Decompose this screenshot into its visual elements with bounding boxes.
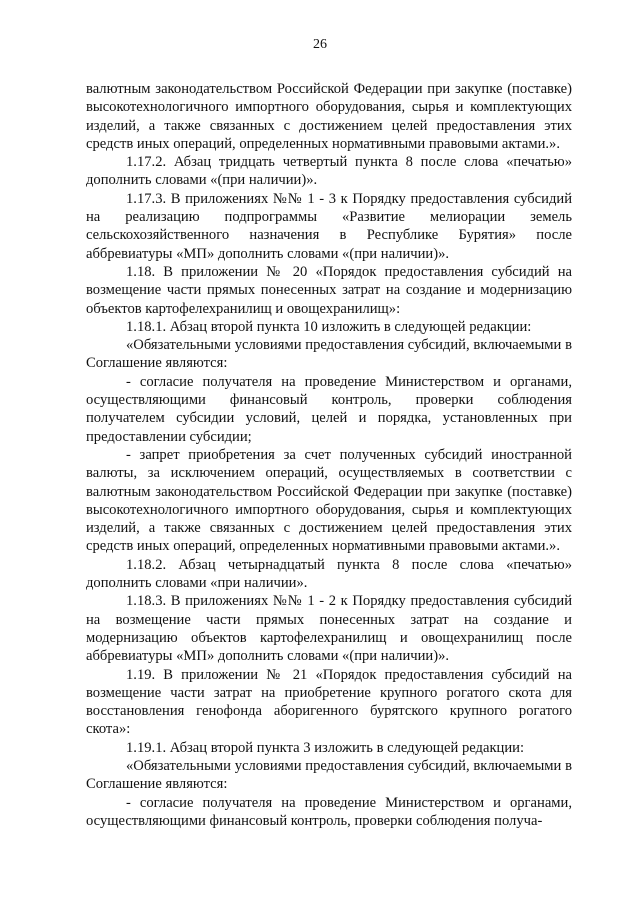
paragraph-1-18-3: 1.18.3. В приложениях №№ 1 - 2 к Порядку предоставления субсидий на возмещение части прямых понесенных затрат на создание и модернизацию объектов картофелехранилищ и овощехранилищ после аббревиатуры «МП» дополнить словами «(при наличии)». xyxy=(86,593,572,665)
paragraph-1-17-3: 1.17.3. В приложениях №№ 1 - 3 к Порядку предоставления субсидий на реализацию подпрограммы «Развитие мелиорации земель сельскохозяйственного назначения в Республике Бурятия» после аббревиатуры «МП» дополнить словами «(при наличии)». xyxy=(86,190,572,262)
paragraph-currency-ban: - запрет приобретения за счет полученных субсидий иностранной валюты, за исключением операций, осуществляемых в соответствии с валютным законодательством Российской Федерации при закупке (поставке) высокотехнологичного импортного оборудования, сырья и комплектующих изделий, а также связанных с достижением целей предоставления этих средств иных операций, определенных нормативными правовыми актами.». xyxy=(86,446,572,555)
paragraph-1-18-1: 1.18.1. Абзац второй пункта 10 изложить в следующей редакции: xyxy=(126,318,532,335)
paragraph-conditions-intro-2: «Обязательными условиями предоставления субсидий, включаемыми в Соглашение являются: xyxy=(86,757,572,793)
page-number: 26 xyxy=(313,37,327,52)
paragraph-currency-continuation: валютным законодательством Российской Федерации при закупке (поставке) высокотехнологичного импортного оборудования, сырья и комплектующих изделий, а также связанных с достижением целей предоставления этих средств иных операций, определенных нормативными правовыми актами.». xyxy=(86,81,572,152)
document-body xyxy=(86,80,572,830)
paragraph-1-19-1: 1.19.1. Абзац второй пункта 3 изложить в следующей редакции: xyxy=(126,739,525,756)
paragraph-1-18: 1.18. В приложении № 20 «Порядок предоставления субсидий на возмещение части прямых понесенных затрат на создание и модернизацию объектов картофелехранилищ и овощехранилищ»: xyxy=(86,263,572,317)
paragraph-1-18-2: 1.18.2. Абзац четырнадцатый пункта 8 после слова «печатью» дополнить словами «при наличии». xyxy=(86,556,572,592)
paragraph-consent: - согласие получателя на проведение Министерством и органами, осуществляющими финансовый контроль, проверки соблюдения получателем субсидии условий, целей и порядка, установленных при предоставлении субсидии; xyxy=(86,373,572,445)
paragraph-1-19: 1.19. В приложении № 21 «Порядок предоставления субсидий на возмещение части затрат на приобретение крупного рогатого скота для восстановления генофонда аборигенного бурятского крупного рогатого скота»: xyxy=(86,666,572,738)
paragraph-consent-2: - согласие получателя на проведение Министерством и органами, осуществляющими финансовый контроль, проверки соблюдения получа- xyxy=(86,794,572,829)
paragraph-conditions-intro: «Обязательными условиями предоставления субсидий, включаемыми в Соглашение являются: xyxy=(86,337,572,372)
paragraph-1-17-2: 1.17.2. Абзац тридцать четвертый пункта 8 после слова «печатью» дополнить словами «(при наличии)». xyxy=(86,154,572,189)
